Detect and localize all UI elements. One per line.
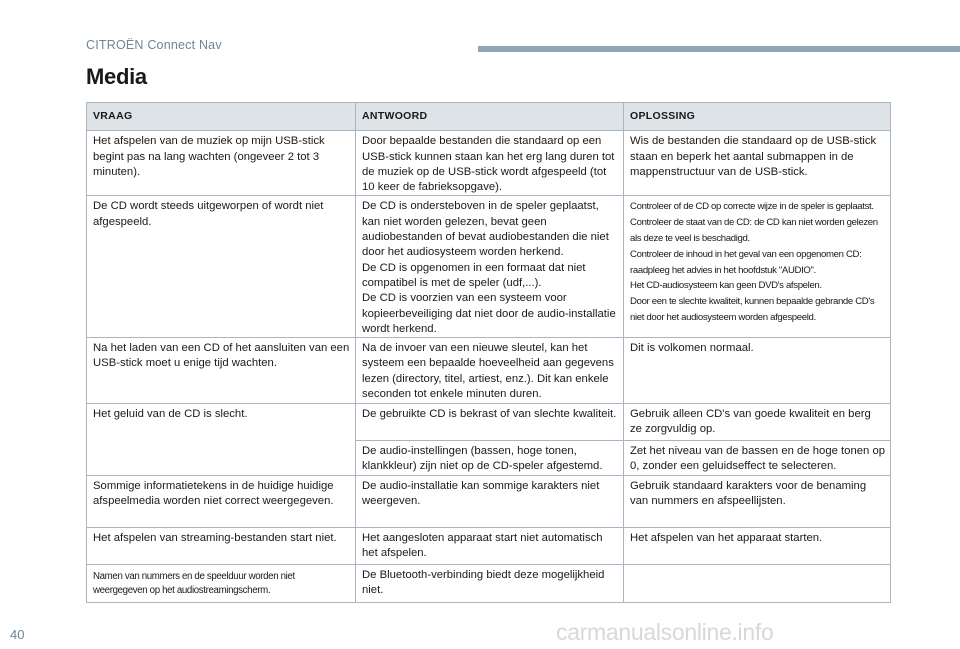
question-cell: Het afspelen van de muziek op mijn USB-stick begint pas na lang wachten (ongeveer 2 tot 3 minuten).	[87, 131, 356, 196]
table-row	[87, 196, 891, 338]
answer-cell: Door bepaalde bestanden die standaard op een USB-stick kunnen staan kan het erg lang duren tot de muziek op de USB-stick wordt afgespeeld (tot 10 keer de fabrieksopgave).	[356, 131, 624, 196]
solution-cell	[624, 564, 891, 602]
solution-cell: Gebruik standaard karakters voor de benaming van nummers en afspeellijsten.	[624, 475, 891, 527]
answer-cell: De audio-instellingen (bassen, hoge tonen, klankkleur) zijn niet op de CD-speler afgestemd.	[356, 441, 624, 476]
question-cell: Het afspelen van streaming-bestanden start niet.	[87, 527, 356, 564]
solution-cell	[624, 196, 891, 338]
solution-cell: Dit is volkomen normaal.	[624, 338, 891, 404]
table-row	[87, 131, 891, 196]
solution-line: Door een te slechte kwaliteit, kunnen bepaalde gebrande CD's niet door het audiosysteem worden afgespeeld.	[630, 296, 875, 324]
brand-name: CITROËN Connect Nav	[86, 38, 222, 52]
table-row	[87, 475, 891, 527]
answer-line: De CD is opgenomen in een formaat dat niet compatibel is met de speler (udf,...).	[362, 261, 586, 289]
solution-line: Controleer of de CD op correcte wijze in de speler is geplaatst.	[630, 201, 874, 213]
answer-cell: Het aangesloten apparaat start niet automatisch het afspelen.	[356, 527, 624, 564]
answer-cell: De gebruikte CD is bekrast of van slechte kwaliteit.	[356, 404, 624, 441]
solution-cell: Wis de bestanden die standaard op de USB-stick staan en beperk het aantal submappen in de mappenstructuur van de USB-stick.	[624, 131, 891, 196]
watermark: carmanualsonline.info	[556, 619, 774, 645]
answer-cell: De audio-installatie kan sommige karakters niet weergeven.	[356, 475, 624, 527]
solution-cell: Gebruik alleen CD's van goede kwaliteit en berg ze zorgvuldig op.	[624, 404, 891, 441]
table-header-row	[87, 103, 891, 131]
question-cell: Sommige informatietekens in de huidige huidige afspeelmedia worden niet correct weergegeven.	[87, 475, 356, 527]
table-row	[87, 338, 891, 404]
question-cell: De CD wordt steeds uitgeworpen of wordt niet afgespeeld.	[87, 196, 356, 338]
column-header-solution: OPLOSSING	[624, 103, 891, 131]
page-number: 40	[10, 627, 25, 642]
solution-cell: Het afspelen van het apparaat starten.	[624, 527, 891, 564]
table-row	[87, 564, 891, 602]
header-accent-bar	[478, 46, 960, 52]
table-row	[87, 404, 891, 441]
column-header-answer: ANTWOORD	[356, 103, 624, 131]
answer-cell: Na de invoer van een nieuwe sleutel, kan het systeem een bepaalde hoeveelheid aan gegevens lezen (directory, titel, artiest, enz.). Dit kan enkele seconden tot enkele minuten duren.	[356, 338, 624, 404]
question-cell: Na het laden van een CD of het aansluiten van een USB-stick moet u enige tijd wachten.	[87, 338, 356, 404]
table-row	[87, 527, 891, 564]
answer-cell: De Bluetooth-verbinding biedt deze mogelijkheid niet.	[356, 564, 624, 602]
solution-line: Controleer de inhoud in het geval van een opgenomen CD: raadpleeg het advies in het hoofdstuk "AUDIO".	[630, 248, 862, 276]
solution-line: Het CD-audiosysteem kan geen DVD's afspelen.	[630, 280, 822, 292]
answer-line: De CD is voorzien van een systeem voor kopieerbeveiliging dat niet door de audio-installatie wordt herkend.	[362, 292, 616, 335]
solution-cell: Zet het niveau van de bassen en de hoge tonen op 0, zonder een geluidseffect te selecteren.	[624, 441, 891, 476]
question-cell: Het geluid van de CD is slecht.	[87, 404, 356, 476]
faq-table	[86, 102, 891, 603]
answer-cell	[356, 196, 624, 338]
solution-line: Controleer de staat van de CD: de CD kan niet worden gelezen als deze te veel is beschadigd.	[630, 217, 878, 245]
answer-line: De CD is ondersteboven in de speler geplaatst, kan niet worden gelezen, bevat geen audiobestanden of bevat audiobestanden die niet door het audiosysteem worden herkend.	[362, 200, 609, 259]
section-title: Media	[86, 64, 147, 89]
column-header-question: VRAAG	[87, 103, 356, 131]
question-cell: Namen van nummers en de speelduur worden niet weergegeven op het audiostreamingscherm.	[87, 564, 356, 602]
